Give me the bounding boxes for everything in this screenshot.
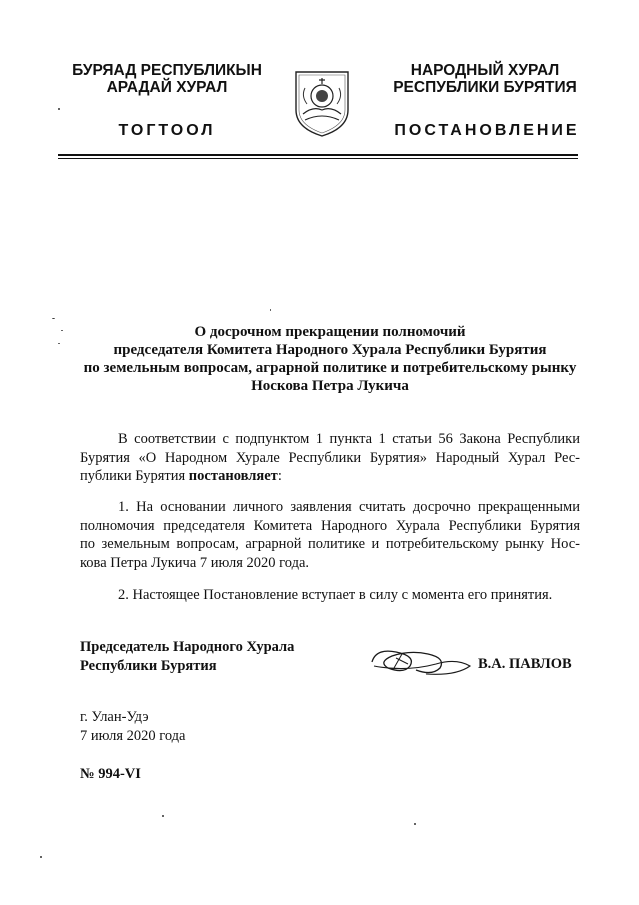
preamble-paragraph (80, 430, 580, 486)
preamble-prefix: публики Бурятия (80, 468, 189, 484)
preamble-colon: : (277, 468, 282, 484)
title-line-4: Носкова Петра Лукича (251, 378, 409, 394)
title-line-2: председателя Комитета Народного Хурала Республики Бурятия (113, 342, 547, 358)
right-org-line-1: НАРОДНЫЙ ХУРАЛ (410, 62, 560, 79)
scan-speck (162, 815, 164, 817)
left-org-line-2: АРАДАЙ ХУРАЛ (106, 79, 228, 96)
clause-1-line-3: по земельным вопросам, аграрной политике и потребительскому рынку Нос- (80, 536, 580, 552)
title-line-3: по земельным вопросам, аграрной политике и потребительскому рынку (83, 360, 577, 376)
scan-speck (58, 108, 60, 110)
preamble-line-3 (80, 467, 580, 486)
place-and-date (80, 708, 186, 746)
signatory-position-line-1: Председатель Народного Хурала (80, 639, 295, 655)
city: г. Улан-Удэ (80, 709, 149, 725)
right-doctype: ПОСТАНОВЛЕНИЕ (394, 122, 580, 139)
signatory-position-line-2: Республики Бурятия (80, 658, 217, 674)
handwritten-signature-icon (366, 642, 476, 678)
signatory-position (80, 638, 294, 676)
coat-of-arms-icon (293, 66, 351, 138)
date: 7 июля 2020 года (80, 728, 186, 744)
scan-speck (52, 318, 55, 319)
document-title (80, 323, 580, 395)
left-org-name (62, 62, 272, 96)
clause-2-line-1: 2. Настоящее Постановление вступает в силу с момента его принятия. (118, 587, 553, 603)
right-org-name (380, 62, 590, 96)
preamble-line-2: Бурятия «О Народном Хурале Республики Бурятия» Народный Хурал Рес- (80, 449, 580, 466)
header-rule-thick (58, 154, 578, 156)
clause-1-line-1: 1. На основании личного заявления считать досрочно прекращенными (118, 499, 580, 515)
right-org-line-2: РЕСПУБЛИКИ БУРЯТИЯ (393, 79, 577, 96)
clause-1-line-2: полномочия председателя Комитета Народного Хурала Республики Бурятия (80, 517, 580, 534)
title-line-1: О досрочном прекращении полномочий (194, 324, 466, 340)
clause-2 (80, 586, 580, 605)
signatory-name: В.А. ПАВЛОВ (478, 656, 572, 672)
scan-speck (40, 856, 42, 858)
document-number: № 994-VI (80, 766, 141, 782)
scan-speck (58, 343, 60, 344)
scan-speck (61, 330, 63, 331)
header-rule-thin (58, 158, 578, 159)
clause-1-line-4: кова Петра Лукича 7 июля 2020 года. (80, 554, 310, 571)
left-org-line-1: БУРЯАД РЕСПУБЛИКЫН (72, 62, 262, 79)
clause-1 (80, 498, 580, 572)
scan-speck (414, 823, 416, 825)
resolves-word: постановляет (188, 468, 278, 484)
left-doctype: ТОГТООЛ (118, 122, 216, 139)
scan-speck (270, 309, 271, 311)
preamble-line-1: В соответствии с подпунктом 1 пункта 1 статьи 56 Закона Республики (118, 431, 580, 447)
